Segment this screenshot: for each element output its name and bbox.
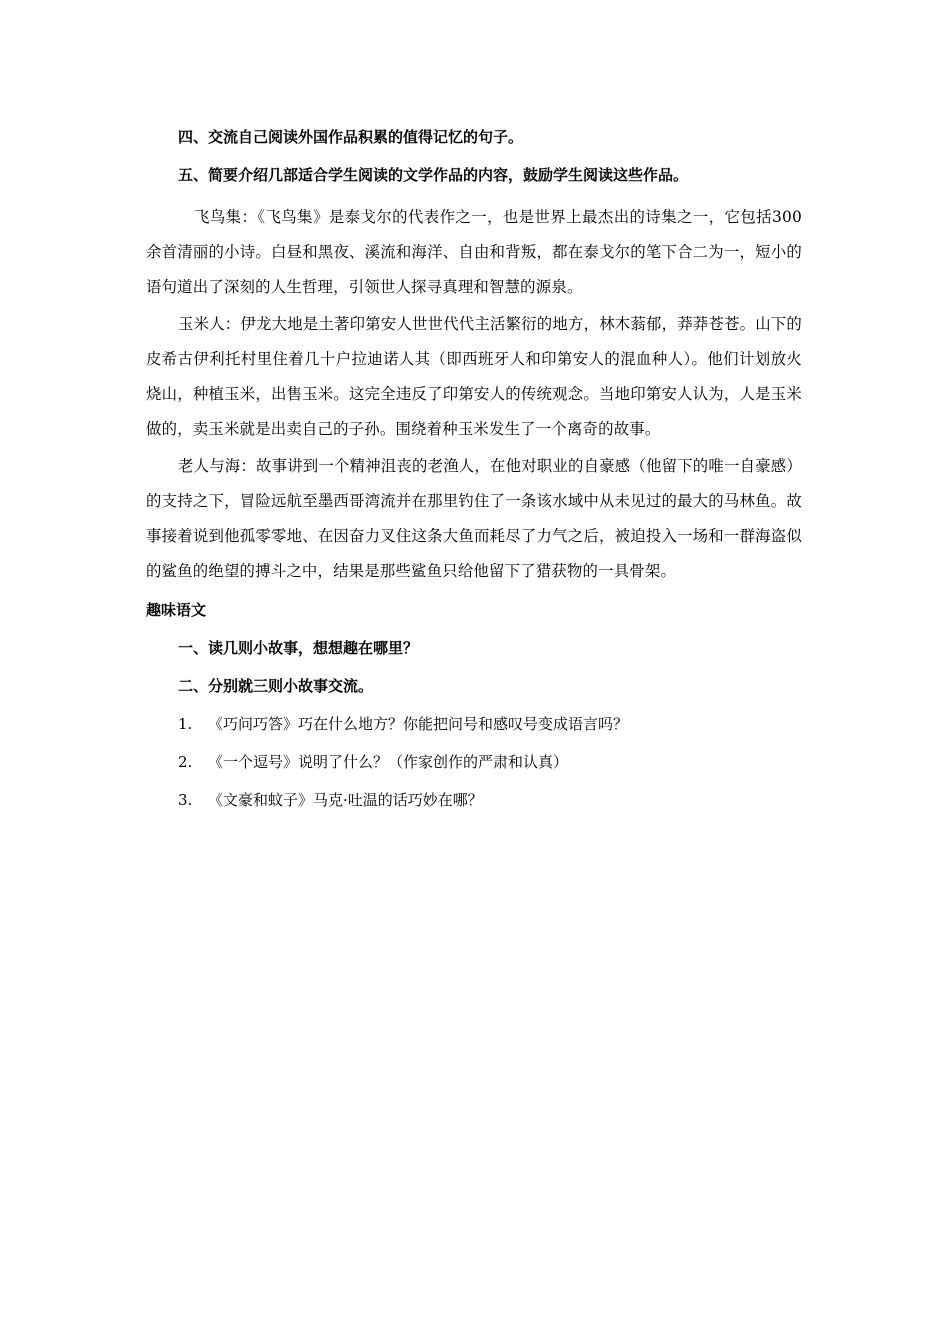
heading-exchange-sentences: 四、交流自己阅读外国作品积累的值得记忆的句子。: [178, 128, 524, 146]
list-item: [146, 711, 802, 737]
heading-read-stories: 一、读几则小故事，想想趣在哪里？: [178, 639, 419, 657]
list-item-number: 1.: [178, 715, 193, 733]
section-title-fun-chinese: 趣味语文: [146, 601, 207, 619]
list-item-number: 2.: [178, 753, 193, 771]
list-item-text: 《文豪和蚊子》马克·吐温的话巧妙在哪？: [208, 791, 483, 809]
list-item-text: 《巧问巧答》巧在什么地方？你能把问号和感叹号变成语言吗？: [208, 715, 629, 733]
paragraph-stray-birds: 飞鸟集：《飞鸟集》是泰戈尔的代表作之一，也是世界上最杰出的诗集之一，它包括300余首清丽的小诗。白昼和黑夜、溪流和海洋、自由和背叛，都在泰戈尔的笔下合二为一，短小的语句道出了深刻的人生哲理，引领世人探寻真理和智慧的源泉。: [146, 208, 802, 296]
heading-discuss-stories: 二、分别就三则小故事交流。: [178, 677, 374, 695]
paragraph-men-of-maize: 玉米人：伊龙大地是土著印第安人世世代代主活繁衍的地方，林木蓊郁，莽莽苍苍。山下的皮希古伊利托村里住着几十户拉迪诺人其（即西班牙人和印第安人的混血种人）。他们计划放火烧山，种植玉米，出售玉米。这完全违反了印第安人的传统观念。当地印第安人认为，人是玉米做的，卖玉米就是出卖自己的子孙。围绕着种玉米发生了一个离奇的故事。: [146, 315, 802, 438]
paragraph-old-man-and-sea: 老人与海：故事讲到一个精神沮丧的老渔人，在他对职业的自豪感（他留下的唯一自豪感）的支持之下，冒险远航至墨西哥湾流并在那里钓住了一条该水域中从未见过的最大的马林鱼。故事接着说到他孤零零地、在因奋力叉住这条大鱼而耗尽了力气之后，被迫投入一场和一群海盗似的鲨鱼的绝望的搏斗之中，结果是那些鲨鱼只给他留下了猎获物的一具骨架。: [146, 457, 802, 580]
list-item: [146, 749, 802, 775]
list-item-number: 3.: [178, 791, 193, 809]
list-item: [146, 787, 802, 813]
heading-introduce-works: 五、简要介绍几部适合学生阅读的文学作品的内容，鼓励学生阅读这些作品。: [178, 166, 689, 184]
page-content: [146, 124, 802, 825]
list-item-text: 《一个逗号》说明了什么？（作家创作的严肃和认真）: [208, 753, 569, 771]
